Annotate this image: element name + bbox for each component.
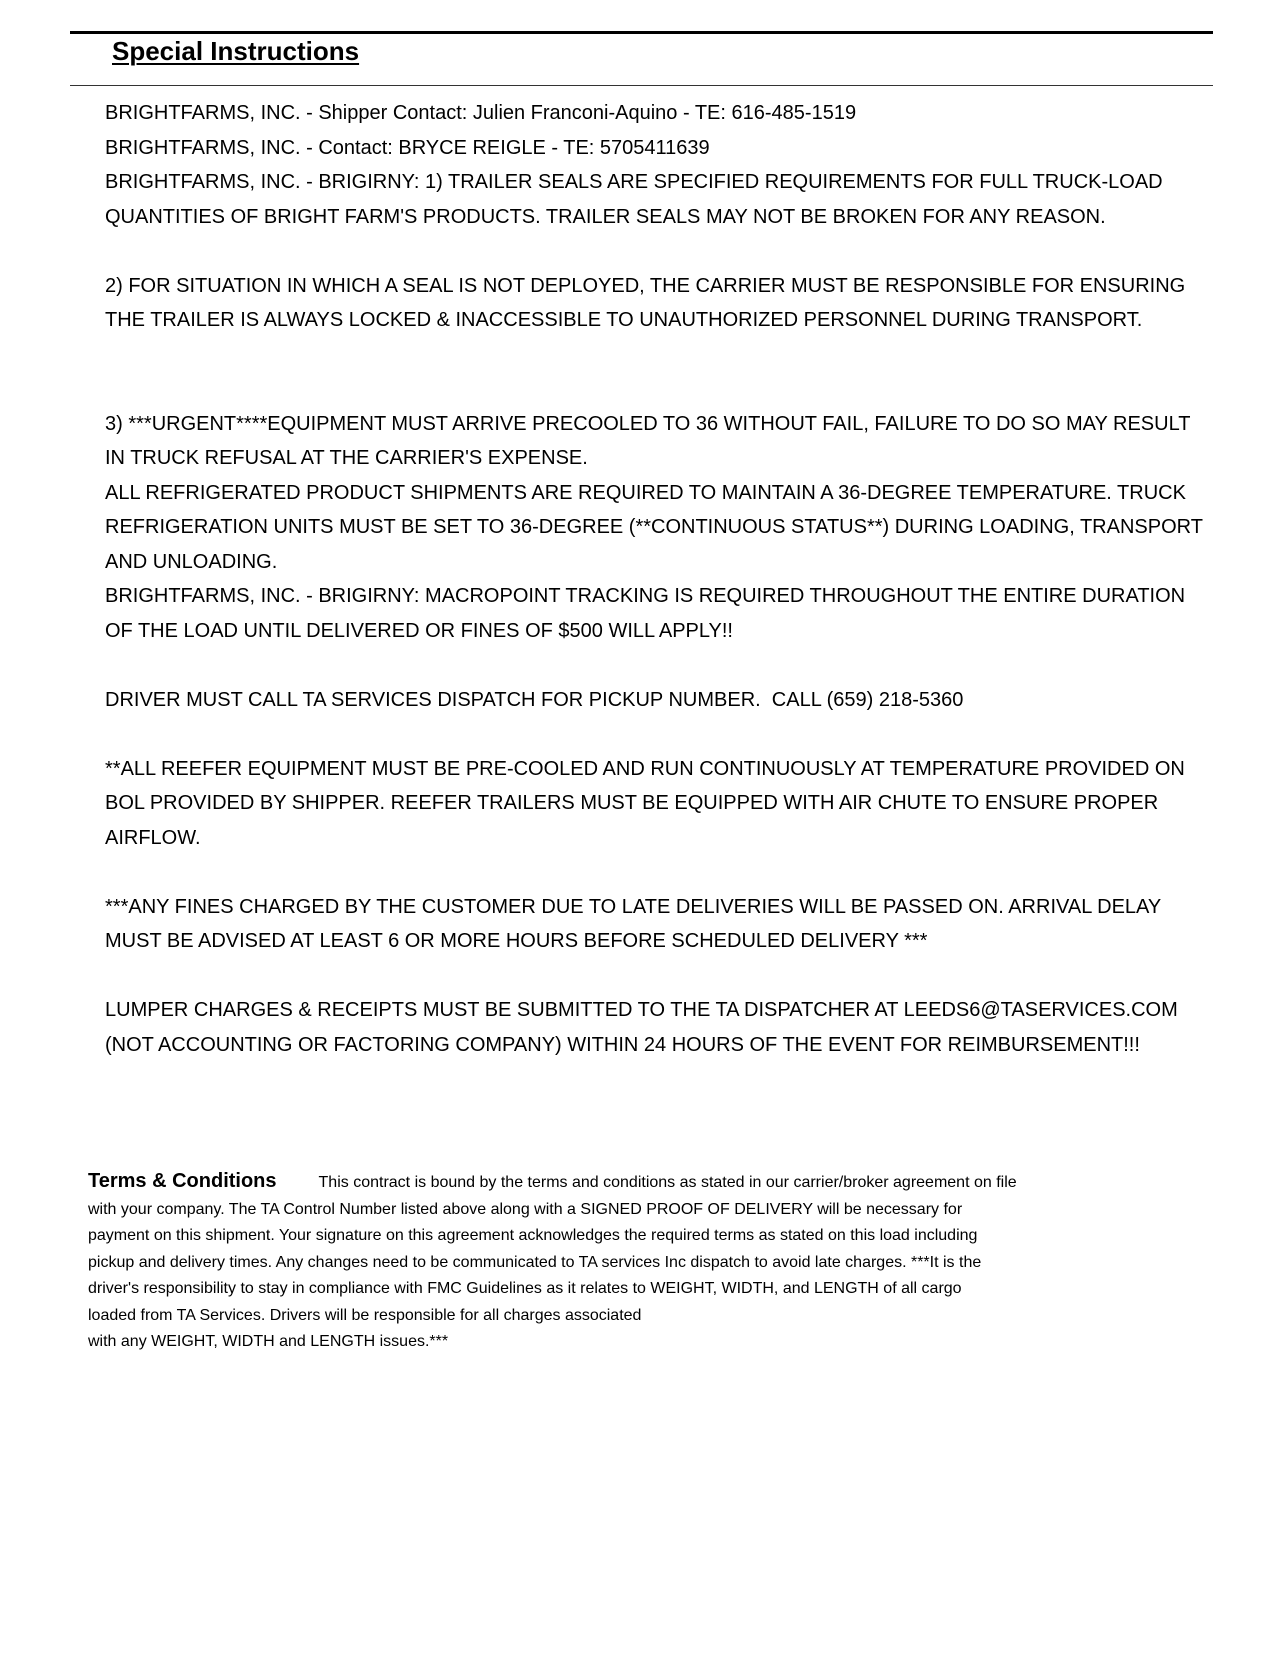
tracking-paragraph: BRIGHTFARMS, INC. - BRIGIRNY: MACROPOINT TRACKING IS REQUIRED THROUGHOUT THE ENTIRE DURATION OF THE LOAD UNTIL DELIVERED OR FINES OF $500 WILL APPLY!! [105,585,1191,642]
reefer-paragraph: **ALL REEFER EQUIPMENT MUST BE PRE-COOLED AND RUN CONTINUOUSLY AT TEMPERATURE PROVIDED ON BOL PROVIDED BY SHIPPER. REEFER TRAILERS MUST BE EQUIPPED WITH AIR CHUTE TO ENSURE PROPER AIRFLOW. [105,757,1191,849]
terms-line: pickup and delivery times. Any changes need to be communicated to TA services Inc dispatch to avoid late charges. ***It is the [88,1253,982,1271]
dispatch-paragraph: DRIVER MUST CALL TA SERVICES DISPATCH FOR PICKUP NUMBER. CALL (659) 218-5360 [105,688,964,711]
terms-line: loaded from TA Services. Drivers will be responsible for all charges associated [88,1306,642,1324]
shipper-contact-line: BRIGHTFARMS, INC. - Shipper Contact: Julien Franconi-Aquino - TE: 616-485-1519 [105,102,857,124]
spacer [105,959,1215,994]
spacer [105,338,1215,407]
contact-line: BRIGHTFARMS, INC. - Contact: BRYCE REIGLE - TE: 5705411639 [105,136,710,159]
section-title: Special Instructions [112,36,360,66]
terms-line: with any WEIGHT, WIDTH and LENGTH issues.*** [88,1333,449,1350]
seal-requirement-paragraph: BRIGHTFARMS, INC. - BRIGIRNY: 1) TRAILER SEALS ARE SPECIFIED REQUIREMENTS FOR FULL TRUCK-LOAD QUANTITIES OF BRIGHT FARM'S PRODUCTS. TRAILER SEALS MAY NOT BE BROKEN FOR ANY REASON. [105,171,1169,228]
special-instructions-body [105,96,1215,1062]
terms-text: This contract is bound by the terms and conditions as stated in our carrier/broker agreement on file [318,1174,1017,1191]
spacer [105,648,1215,683]
spacer [105,717,1215,752]
top-divider [70,31,1213,34]
terms-line: driver's responsibility to stay in compliance with FMC Guidelines as it relates to WEIGHT, WIDTH, and LENGTH of all cargo [88,1280,962,1297]
spacer [105,234,1215,269]
terms-and-conditions [88,1168,1098,1356]
terms-line: payment on this shipment. Your signature on this agreement acknowledges the required terms as stated on this load including [88,1227,978,1244]
fines-paragraph: ***ANY FINES CHARGED BY THE CUSTOMER DUE TO LATE DELIVERIES WILL BE PASSED ON. ARRIVAL DELAY MUST BE ADVISED AT LEAST 6 OR MORE HOURS BEFORE SCHEDULED DELIVERY *** [105,895,1167,952]
title-underline-divider [70,85,1213,86]
lumper-paragraph: LUMPER CHARGES & RECEIPTS MUST BE SUBMITTED TO THE TA DISPATCHER AT LEEDS6@TASERVICES.COM (NOT ACCOUNTING OR FACTORING COMPANY) WITHIN 24 HOURS OF THE EVENT FOR REIMBURSEMENT!!! [105,999,1184,1056]
precool-paragraph: 3) ***URGENT****EQUIPMENT MUST ARRIVE PRECOOLED TO 36 WITHOUT FAIL, FAILURE TO DO SO MAY RESULT IN TRUCK REFUSAL AT THE CARRIER'S EXPENSE. [105,412,1196,469]
spacer [105,855,1215,890]
terms-heading: Terms & Conditions [88,1170,277,1192]
refrigerated-paragraph: ALL REFRIGERATED PRODUCT SHIPMENTS ARE REQUIRED TO MAINTAIN A 36-DEGREE TEMPERATURE. TRUCK REFRIGERATION UNITS MUST BE SET TO 36-DEGREE (**CONTINUOUS STATUS**) DURING LOADING, TRANSPORT AND UNLOADING. [105,481,1208,573]
no-seal-paragraph: 2) FOR SITUATION IN WHICH A SEAL IS NOT DEPLOYED, THE CARRIER MUST BE RESPONSIBLE FOR ENSURING THE TRAILER IS ALWAYS LOCKED & INACCESSIBLE TO UNAUTHORIZED PERSONNEL DURING TRANSPORT. [105,274,1191,331]
terms-line [88,1168,1098,1197]
terms-line: with your company. The TA Control Number listed above along with a SIGNED PROOF OF DELIVERY will be necessary for [88,1200,963,1218]
